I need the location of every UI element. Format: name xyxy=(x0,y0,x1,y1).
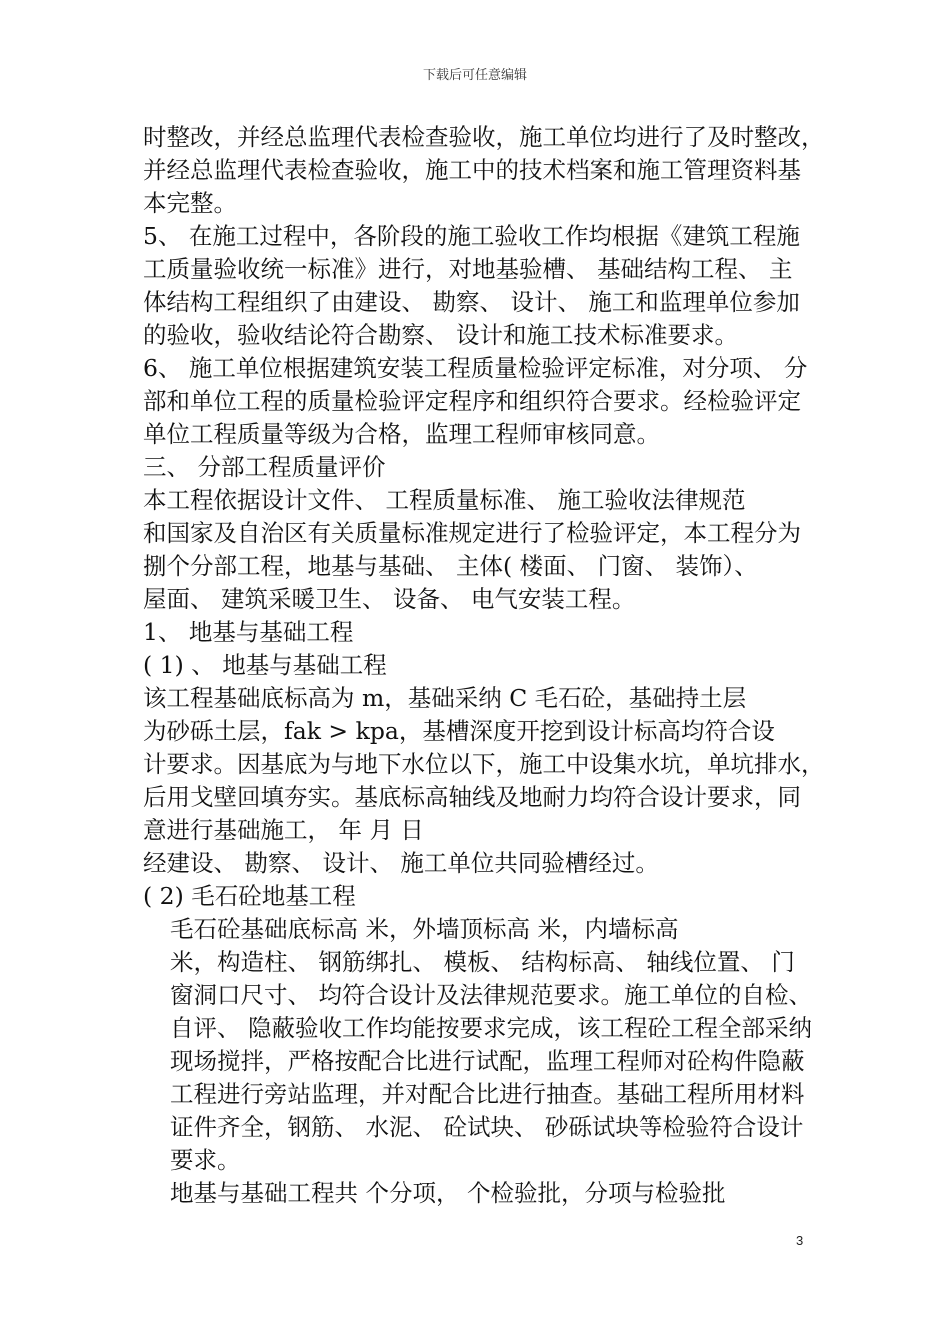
text-line: 本完整。 xyxy=(143,189,237,217)
text-line: 5、 在施工过程中，各阶段的施工验收工作均根据《建筑工程施 xyxy=(143,222,800,250)
subsection-heading: ( 2) 毛石砼地基工程 xyxy=(143,882,356,910)
text-line: 后用戈壁回填夯实。基底标高轴线及地耐力均符合设计要求，同 xyxy=(143,783,801,811)
text-line: 米，构造柱、 钢筋绑扎、 模板、 结构标高、 轴线位置、 门 xyxy=(170,948,795,976)
text-line: 时整改，并经总监理代表检查验收，施工单位均进行了及时整改， xyxy=(143,123,825,151)
text-line: 和国家及自治区有关质量标准规定进行了检验评定，本工程分为 xyxy=(143,519,801,547)
text-line: 并经总监理代表检查验收，施工中的技术档案和施工管理资料基 xyxy=(143,156,801,184)
text-line: 6、 施工单位根据建筑安装工程质量检验评定标准，对分项、 分 xyxy=(143,354,808,382)
text-line: 工程进行旁站监理，并对配合比进行抽查。基础工程所用材料 xyxy=(170,1080,805,1108)
section-heading: 三、 分部工程质量评价 xyxy=(143,453,386,481)
subsection-heading: ( 1) 、 地基与基础工程 xyxy=(143,651,387,679)
text-line: 证件齐全，钢筋、 水泥、 砼试块、 砂砾试块等检验符合设计 xyxy=(170,1113,804,1141)
text-line: 部和单位工程的质量检验评定程序和组织符合要求。经检验评定 xyxy=(143,387,801,415)
text-line: 计要求。因基底为与地下水位以下，施工中设集水坑，单坑排水， xyxy=(143,750,825,778)
text-line: 的验收，验收结论符合勘察、 设计和施工技术标准要求。 xyxy=(143,321,738,349)
page-number: 3 xyxy=(796,1233,804,1248)
text-line: 地基与基础工程共 个分项， 个检验批，分项与检验批 xyxy=(170,1179,726,1207)
page-header: 下载后可任意编辑 xyxy=(422,68,527,83)
text-line: 体结构工程组织了由建设、 勘察、 设计、 施工和监理单位参加 xyxy=(143,288,800,316)
text-line: 本工程依据设计文件、 工程质量标准、 施工验收法律规范 xyxy=(143,486,746,514)
text-line: 毛石砼基础底标高 米，外墙顶标高 米，内墙标高 xyxy=(170,915,679,943)
text-line: 经建设、 勘察、 设计、 施工单位共同验槽经过。 xyxy=(143,849,659,877)
text-line: 现场搅拌，严格按配合比进行试配，监理工程师对砼构件隐蔽 xyxy=(170,1047,805,1075)
subsection-heading: 1、 地基与基础工程 xyxy=(143,618,354,646)
text-line: 该工程基础底标高为 m，基础采纳 C 毛石砼，基础持土层 xyxy=(143,684,747,712)
text-line: 屋面、 建筑采暖卫生、 设备、 电气安装工程。 xyxy=(143,585,636,613)
text-line: 捌个分部工程，地基与基础、 主体( 楼面、 门窗、 装饰）、 xyxy=(143,552,758,580)
text-line: 为砂砾土层，fak > kpa，基槽深度开挖到设计标高均符合设 xyxy=(143,717,775,745)
text-line: 意进行基础施工， 年 月 日 xyxy=(143,816,424,844)
text-line: 要求。 xyxy=(170,1146,241,1174)
text-line: 窗洞口尺寸、 均符合设计及法律规范要求。施工单位的自检、 xyxy=(170,981,812,1009)
text-line: 自评、 隐蔽验收工作均能按要求完成，该工程砼工程全部采纳 xyxy=(170,1014,812,1042)
text-line: 单位工程质量等级为合格，监理工程师审核同意。 xyxy=(143,420,660,448)
text-line: 工质量验收统一标准》进行，对地基验槽、 基础结构工程、 主 xyxy=(143,255,793,283)
